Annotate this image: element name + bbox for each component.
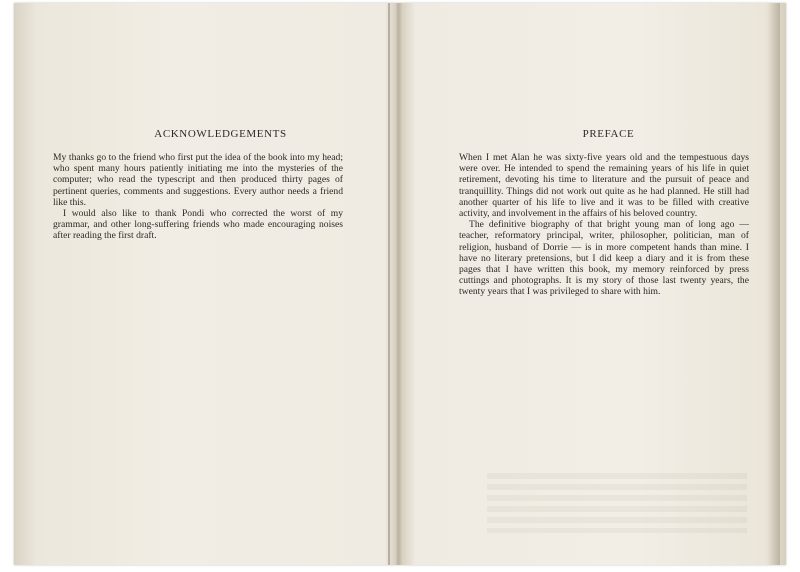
right-page xyxy=(391,3,786,565)
page-edge-shadow xyxy=(768,3,780,565)
preface-body xyxy=(459,152,749,298)
preface-heading: PREFACE xyxy=(582,128,635,140)
acknowledgements-paragraph-2: I would also like to thank Pondi who corrected the worst of my grammar, and other long-suffering friends who made encouraging noises after reading the first draft. xyxy=(53,208,343,242)
preface-paragraph-1: When I met Alan he was sixty-five years old and the tempestuous days were over. He intended to spend the remaining years of his life in quiet retirement, devoting his time to literature and the pursuit of peace and tranquillity. Things did not work out quite as he had planned. He still had another quarter of his life to live and it was to be filled with creative activity, and involvement in the affairs of his beloved country. xyxy=(459,152,749,220)
show-through-text xyxy=(487,473,747,533)
acknowledgements-heading: ACKNOWLEDGEMENTS xyxy=(154,128,287,140)
acknowledgements-body xyxy=(53,152,343,242)
left-page xyxy=(14,3,389,565)
acknowledgements-paragraph-1: My thanks go to the friend who first put the idea of the book into my head; who spent many hours patiently initiating me into the mysteries of the computer; who read the typescript and then produced thirty pages of pertinent queries, comments and suggestions. Every author needs a friend like this. xyxy=(53,152,343,208)
preface-paragraph-2: The definitive biography of that bright young man of long ago — teacher, reformatory principal, writer, philosopher, politician, man of religion, husband of Dorrie — is in more competent hands than mine. I have no literary pretensions, but I did keep a diary and it is from these pages that I have written this book, my memory reinforced by press cuttings and photographs. It is my story of those last twenty years, the twenty years that I was privileged to share with him. xyxy=(459,219,749,298)
book-spread xyxy=(14,3,786,565)
